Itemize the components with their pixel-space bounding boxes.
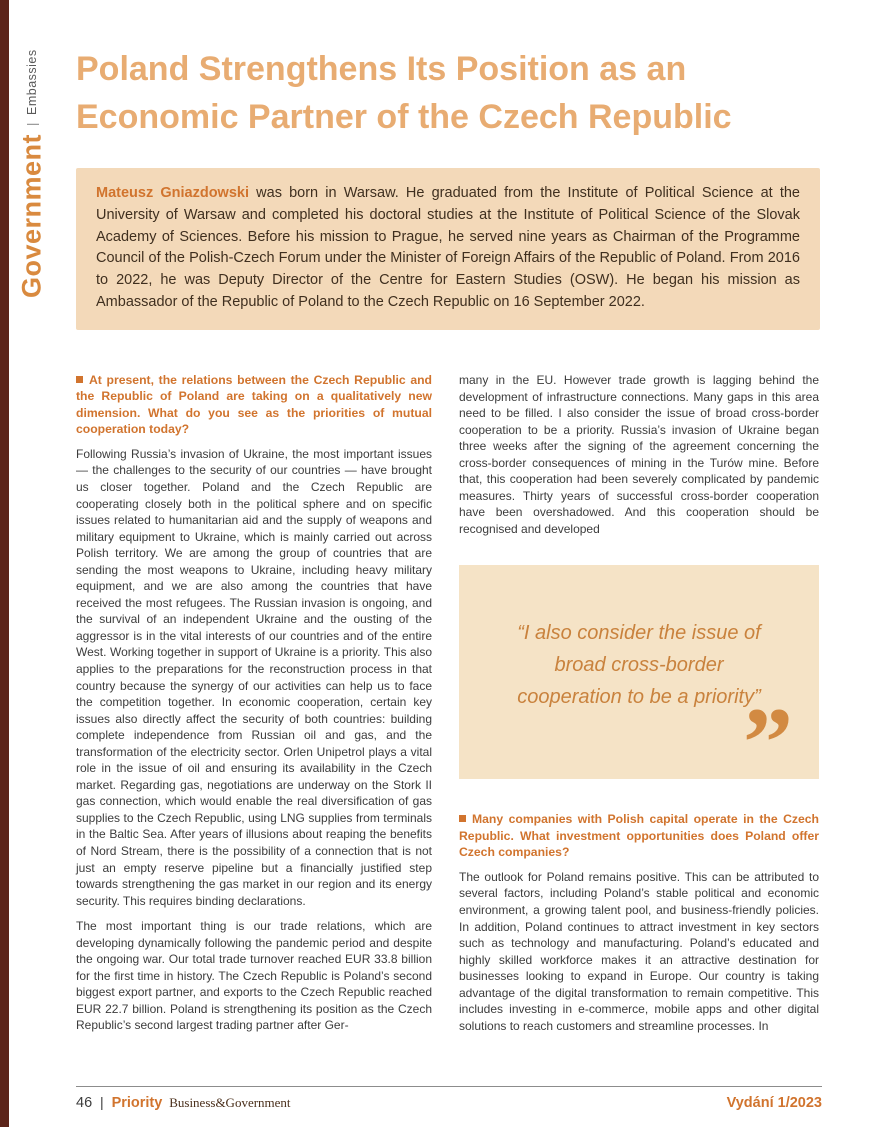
footer-page-divider: | [100, 1094, 104, 1110]
pull-quote-text: “I also consider the issue of broad cross-border cooperation to be a priority” [517, 622, 761, 709]
subsection-label: Embassies [25, 48, 39, 115]
footer-brand [76, 1094, 291, 1111]
article-column-left [76, 372, 432, 1043]
pull-quote-box [459, 565, 819, 799]
quote-mark-icon: ” [743, 687, 793, 799]
square-bullet-icon [76, 376, 83, 383]
brand-priority: Priority [111, 1095, 163, 1111]
question-2-text: Many companies with Polish capital operate in the Czech Republic. What investment opportunities does Poland offer Czech companies? [459, 812, 819, 860]
issue-label: Vydání 1/2023 [726, 1095, 822, 1111]
square-bullet-icon [459, 815, 466, 822]
section-vertical-label [12, 40, 52, 298]
question-1-text: At present, the relations between the Czech Republic and the Republic of Poland are taking on a qualitatively new dimension. What do you see as the priorities of mutual cooperation today? [76, 373, 432, 437]
question-1 [76, 372, 432, 438]
footer-divider-rule [76, 1086, 822, 1087]
brand-business-government: Business&Government [169, 1095, 291, 1110]
answer-1-paragraph-2: The most important thing is our trade relations, which are developing dynamically following the pandemic period and despite the ongoing war. Our total trade turnover reached EUR 33.8 billion for the first time in history. The Czech Republic is Poland’s second biggest export partner, and exports to the Czech Republic reached EUR 22.7 billion. Poland is strengthening its position as the Czech Republic’s second largest trading partner after Ger- [76, 919, 432, 1033]
page-title: Poland Strengthens Its Position as an Economic Partner of the Czech Republic [76, 50, 732, 136]
question-2 [459, 811, 819, 860]
page-number: 46 [76, 1095, 93, 1111]
answer-1-paragraph-3: many in the EU. However trade growth is lagging behind the development of infrastructure connections. Many gaps in this area need to be filled. I also consider the issue of broad cross-border cooperation to be a priority. Russia’s invasion of Ukraine began three weeks after the signing of the agreement concerning the cross-border consequences of mining in the Turów mine. Before that, this cooperation had been severely complicated by pandemic measures. Thirty years of successful cross-border cooperation have been overshadowed. And this cooperation should be recognised and developed [459, 373, 819, 536]
bio-box [76, 168, 820, 330]
answer-1-paragraph-1: Following Russia’s invasion of Ukraine, the most important issues — the challenges to the security of our countries — have brought us closer together. Poland and the Czech Republic are cooperating closely both in the political sphere and on specific issues related to humanitarian aid and the supply of weapons and military equipment to Ukraine, which is mainly carried out across Polish territory. We are among the group of countries that are sending the most weapons to Ukraine, including heavy military equipment, and we are also among the countries that have received the most refugees. The Russian invasion is ongoing, and the survival of an independent Ukraine and the ousting of the aggressor is in the vital interests of our countries and of the entire West. Working together in support of Ukraine is a priority. This also applies to the preparations for the reconstruction process in that country because the synergy of our activities can help us to face the competition together. In economic cooperation, certain key issues also directly affect the security of both countries: building complete independence from Russian oil and gas, and the transformation of the electricity sector. Orlen Unipetrol plays a vital role in the issue of oil and ensuring its availability in the Czech market. Regarding gas, negotiations are underway on the Stork II gas connection, which would enable the real diversification of gas supplies to the Czech Republic, using LNG supplies from terminals in the Baltic Sea. After years of illusions about reaping the benefits of Nord Stream, there is the possibility of a connection that is not just an empty reserve pipeline but a financially justified step towards strengthening the gas market in our region and its energy security. This requires binding declarations. [76, 446, 432, 908]
page-footer [76, 1094, 822, 1111]
bio-text: was born in Warsaw. He graduated from the Institute of Political Science at the University of Warsaw and completed his doctoral studies at the Institute of Political Science of the Slovak Academy of Sciences. Before his mission to Prague, he served nine years as Chairman of the Programme Council of the Polish-Czech Forum under the Minister of Foreign Affairs of the Republic of Poland. From 2016 to 2022, he was Deputy Director of the Centre for Eastern Studies (OSW). He began his mission as Ambassador of the Republic of Poland to the Czech Republic on 16 September 2022. [96, 185, 800, 310]
bio-name: Mateusz Gniazdowski [96, 185, 249, 201]
left-edge-strip [0, 0, 9, 1127]
section-divider: | [24, 122, 40, 126]
section-label: Government [16, 133, 47, 298]
answer-2-paragraph-1: The outlook for Poland remains positive. This can be attributed to several factors, including Poland’s stable political and economic environment, a growing talent pool, and business-friendly policies. In addition, Poland continues to attract investment in key sectors such as technology and manufacturing. Poland’s educated and highly skilled workforce makes it an attractive destination for businesses looking to expand in Europe. Our country is taking advantage of the digital transformation to remain competitive. This includes investing in e-commerce, mobile apps and other digital solutions to reach customers and streamline processes. In [459, 869, 819, 1033]
article-column-right [459, 372, 819, 1043]
